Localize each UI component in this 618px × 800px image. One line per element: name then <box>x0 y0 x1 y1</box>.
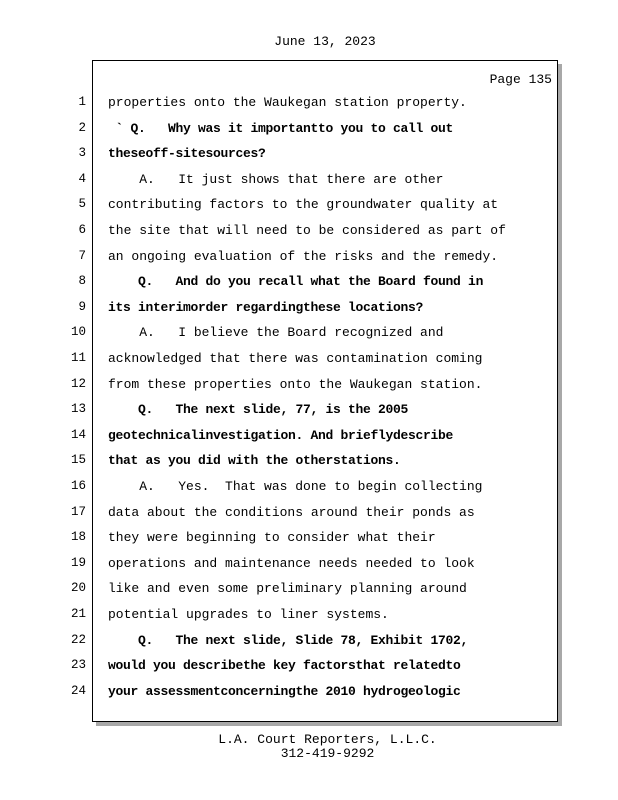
line-number: 22 <box>70 632 86 647</box>
line-number: 14 <box>70 427 86 442</box>
question-line: ` Q. Why was it importantto you to call out <box>108 120 454 136</box>
line-number: 3 <box>78 146 86 161</box>
line-number: 20 <box>70 581 86 596</box>
line-number: 24 <box>70 683 86 698</box>
testimony-line: like and even some preliminary planning around <box>108 581 467 597</box>
page-number: Page 135 <box>489 72 552 87</box>
line-number: 17 <box>70 504 86 519</box>
footer <box>0 733 618 761</box>
testimony-line: they were beginning to consider what their <box>108 530 436 546</box>
testimony-line: acknowledged that there was contamination coming <box>108 351 483 366</box>
question-line: geotechnicalinvestigation. And brieflydescribe <box>108 427 454 443</box>
question-line: Q. The next slide, 77, is the 2005 <box>108 402 409 418</box>
testimony-line: A. Yes. That was done to begin collecting <box>108 479 483 494</box>
question-line: theseoff-sitesources? <box>108 146 266 162</box>
testimony-line: from these properties onto the Waukegan station. <box>108 376 483 392</box>
line-number: 8 <box>78 274 86 289</box>
transcript-date: June 13, 2023 <box>274 34 376 49</box>
line-number: 7 <box>78 248 86 263</box>
testimony-line: operations and maintenance needs needed to look <box>108 555 475 571</box>
line-number: 16 <box>70 479 86 493</box>
line-number: 12 <box>70 376 86 391</box>
question-line: would you describethe key factorsthat relatedto <box>108 658 461 674</box>
line-number: 19 <box>70 555 86 570</box>
line-number: 13 <box>70 402 86 417</box>
line-number: 9 <box>78 299 86 314</box>
reporter-company: L.A. Court Reporters, L.L.C. <box>218 732 437 747</box>
testimony-line: an ongoing evaluation of the risks and the remedy. <box>108 248 499 264</box>
reporter-phone: 312-419-9292 <box>280 746 375 761</box>
question-line: Q. And do you recall what the Board found in <box>108 274 484 290</box>
testimony-line: data about the conditions around their ponds as <box>108 504 475 520</box>
line-number: 10 <box>70 325 86 340</box>
line-number: 15 <box>70 453 86 468</box>
question-line: its interimorder regardingthese locations? <box>108 299 424 315</box>
testimony-line: contributing factors to the groundwater quality at <box>108 197 499 213</box>
testimony-line: potential upgrades to liner systems. <box>108 607 389 622</box>
question-line: your assessmentconcerningthe 2010 hydrogeologic <box>108 683 461 699</box>
line-number: 18 <box>70 530 86 545</box>
line-number: 11 <box>70 351 86 365</box>
testimony-line: the site that will need to be considered as part of <box>108 223 506 238</box>
testimony-line: A. I believe the Board recognized and <box>108 325 444 341</box>
line-number: 1 <box>78 95 86 109</box>
question-line: Q. The next slide, Slide 78, Exhibit 1702, <box>108 632 469 648</box>
line-number: 2 <box>78 120 86 135</box>
testimony-line: properties onto the Waukegan station property. <box>108 95 467 110</box>
line-number: 23 <box>70 658 86 673</box>
line-number: 4 <box>78 171 86 186</box>
line-number: 21 <box>70 607 86 621</box>
question-line: that as you did with the otherstations. <box>108 453 401 469</box>
line-number: 6 <box>78 223 86 237</box>
line-number: 5 <box>78 197 86 212</box>
testimony-line: A. It just shows that there are other <box>108 171 444 187</box>
